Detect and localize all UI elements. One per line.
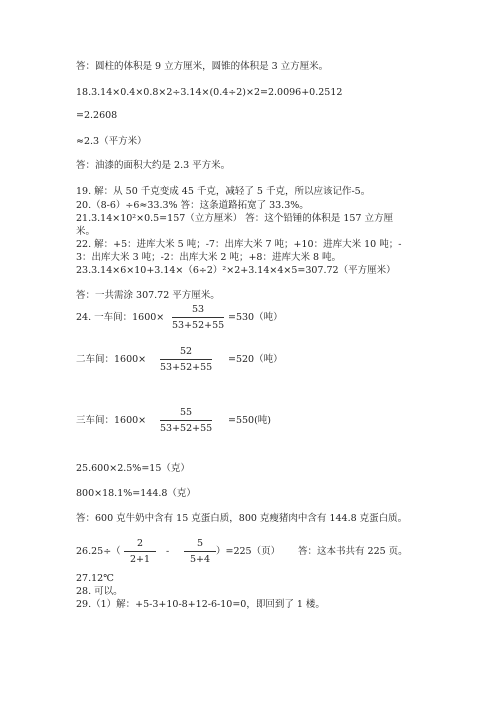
answer-line-cylinder-cone: 答：圆柱的体积是 9 立方厘米，圆锥的体积是 3 立方厘米。: [76, 61, 329, 72]
q18-answer: 答：油漆的面积大约是 2.3 平方米。: [76, 160, 231, 171]
q24-row2-result: =520（吨）: [228, 354, 283, 365]
q18-approx: ≈2.3（平方米）: [76, 136, 147, 147]
q21-line-cont: 米。: [76, 226, 96, 237]
q29-line: 29.（1）解：+5-3+10-8+12-6-10=0，即回到了 1 楼。: [76, 599, 325, 610]
q23-answer: 答：一共需涂 307.72 平方厘米。: [76, 290, 220, 301]
fraction-denominator: 53+52+55: [160, 423, 213, 434]
q23-line: 23.3.14×6×10+3.14×（6÷2）²×2+3.14×4×5=307.72（平方厘米）: [76, 265, 396, 276]
q26-fraction-1: [124, 538, 156, 565]
q24-row3-fraction: [160, 407, 212, 434]
q24-row2-fraction: [160, 346, 212, 373]
q24-row1-fraction: [172, 304, 224, 331]
q24-row1-prefix: 24. 一车间：1600×: [76, 312, 165, 323]
fraction-numerator: 55: [179, 407, 193, 418]
fraction-denominator: 2+1: [129, 554, 151, 565]
q25-line-2: 800×18.1%=144.8（克）: [76, 488, 196, 499]
q25-answer: 答：600 克牛奶中含有 15 克蛋白质，800 克瘦猪肉中含有 144.8 克蛋白质。: [76, 513, 408, 524]
q26-prefix: 26.25÷（: [76, 546, 121, 557]
q24-row3-prefix: 三车间：1600×: [76, 415, 147, 426]
q26-answer: 答：这本书共有 225 页。: [298, 546, 408, 557]
q24-row1-result: =530（吨）: [228, 312, 283, 323]
q26-result: ）=225（页）: [216, 546, 281, 557]
fraction-denominator: 5+4: [189, 554, 211, 565]
fraction-numerator: 2: [136, 538, 144, 549]
q26-fraction-2: [184, 538, 216, 565]
fraction-numerator: 52: [179, 346, 193, 357]
q26-minus: -: [166, 546, 170, 557]
q22-line: 22. 解：+5：进库大米 5 吨；-7：出库大米 7 吨；+10：进库大米 10 吨；-: [76, 239, 402, 250]
q19-line: 19. 解：从 50 千克变成 45 千克，减轻了 5 千克，所以应该记作-5。: [76, 186, 371, 197]
q18-result: =2.2608: [76, 110, 118, 121]
q27-line: 27.12℃: [76, 573, 114, 584]
fraction-denominator: 53+52+55: [172, 320, 225, 331]
fraction-denominator: 53+52+55: [160, 362, 213, 373]
q24-row3-result: =550(吨): [228, 415, 272, 426]
q25-line: 25.600×2.5%=15（克）: [76, 463, 190, 474]
q21-line: 21.3.14×10²×0.5=157（立方厘米） 答：这个铅锤的体积是 157 立方厘: [76, 213, 393, 224]
fraction-numerator: 53: [191, 304, 205, 315]
q28-line: 28. 可以。: [76, 586, 123, 597]
fraction-numerator: 5: [196, 538, 204, 549]
q22-line-cont: 3：出库大米 3 吨；-2：出库大米 2 吨；+8：进库大米 8 吨。: [76, 252, 342, 263]
q24-row2-prefix: 二车间：1600×: [76, 354, 147, 365]
q20-line: 20.（8-6）÷6≈33.3% 答：这条道路拓宽了 33.3%。: [76, 200, 309, 211]
q18-line: 18.3.14×0.4×0.8×2÷3.14×(0.4÷2)×2=2.0096+0.2512: [76, 87, 343, 98]
